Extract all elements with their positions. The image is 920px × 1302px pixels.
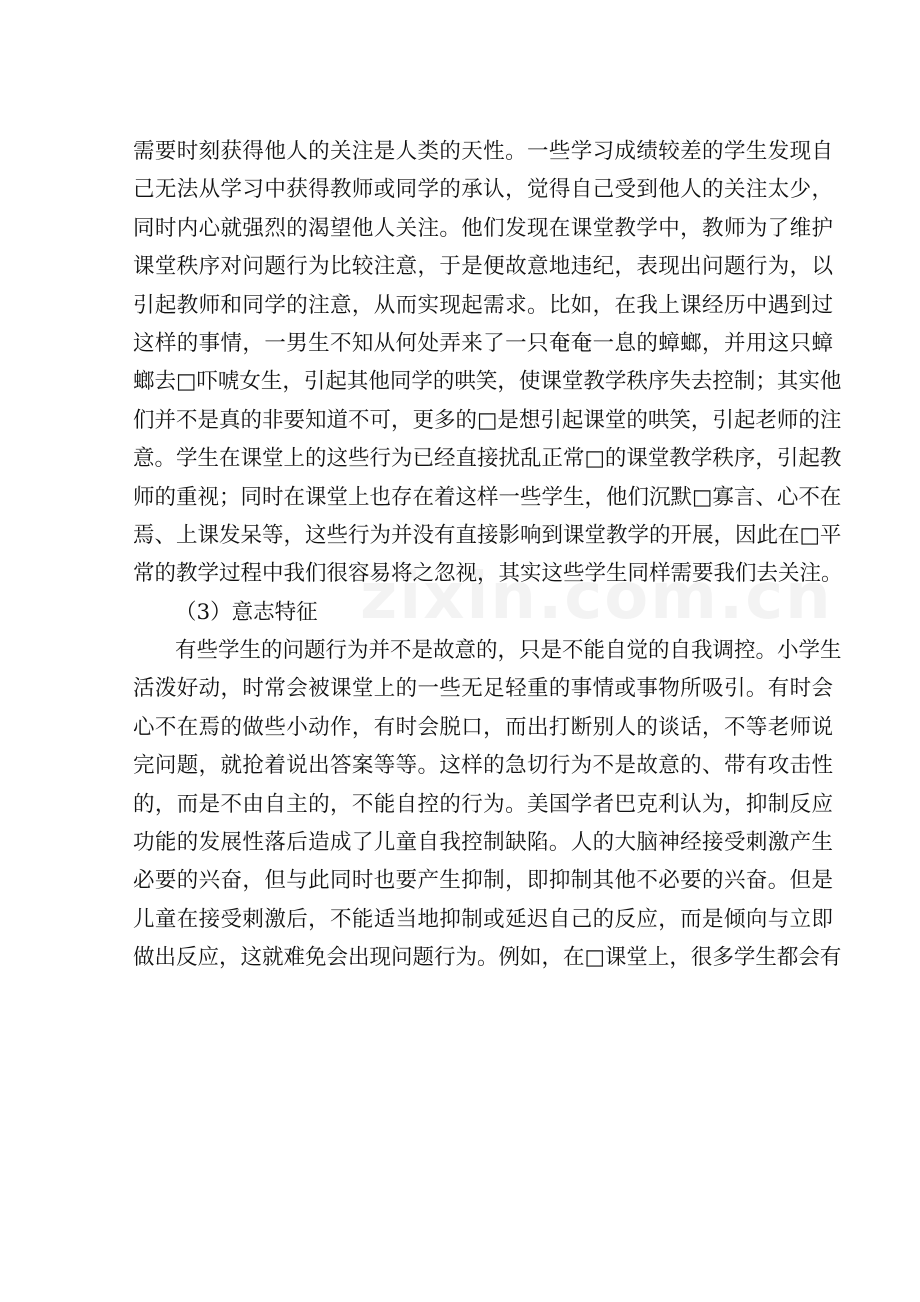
text-line: 引起教师和同学的注意，从而实现起需求。比如，在我上课经历中遇到过 (133, 292, 833, 318)
text-line: 需要时刻获得他人的关注是人类的天性。一些学习成绩较差的学生发现自 (133, 139, 833, 164)
text-line: 们并不是真的非要知道不可，更多的□是想引起课堂的哄笑，引起老师的注 (133, 407, 842, 433)
paragraph-will (133, 632, 842, 978)
text-line: 师的重视；同时在课堂上也存在着这样一些学生，他们沉默□寡言、心不在 (133, 484, 842, 510)
text-line: 的，而是不由自主的，不能自控的行为。美国学者巴克利认为，抑制反应 (133, 791, 833, 817)
text-line: 常的教学过程中我们很容易将之忽视，其实这些学生同样需要我们去关注。 (133, 561, 843, 587)
document-page (133, 133, 843, 978)
text-line: 焉、上课发呆等，这些行为并没有直接影响到课堂教学的开展，因此在□平 (133, 522, 842, 548)
paragraph-motivation (133, 133, 843, 594)
text-line: 有些学生的问题行为并不是故意的，只是不能自觉的自我调控。小学生 (175, 638, 842, 664)
text-line: 同时内心就强烈的渴望他人关注。他们发现在课堂教学中，教师为了维护 (133, 215, 833, 241)
text-line: 儿童在接受刺激后，不能适当地抑制或延迟自己的反应，而是倾向与立即 (133, 906, 833, 932)
text-line: 螂去□吓唬女生，引起其他同学的哄笑，使课堂教学秩序失去控制；其实他 (133, 369, 842, 395)
text-line: 这样的事情，一男生不知从何处弄来了一只奄奄一息的蟑螂，并用这只蟑 (133, 330, 833, 356)
text-line: 完问题，就抢着说出答案等等。这样的急切行为不是故意的、带有攻击性 (133, 753, 833, 779)
section-heading: （3）意志特征 (175, 599, 318, 625)
text-line: 心不在焉的做些小动作，有时会脱口，而出打断别人的谈话，不等老师说 (133, 714, 833, 740)
text-line: 做出反应，这就难免会出现问题行为。例如，在□课堂上，很多学生都会有 (133, 945, 842, 971)
text-line: 活泼好动，时常会被课堂上的一些无足轻重的事情或事物所吸引。有时会 (133, 676, 833, 702)
text-line: 己无法从学习中获得教师或同学的承认，觉得自己受到他人的关注太少， (133, 177, 833, 203)
text-line: 必要的兴奋，但与此同时也要产生抑制，即抑制其他不必要的兴奋。但是 (133, 868, 833, 894)
text-line: 意。学生在课堂上的这些行为已经直接扰乱正常□的课堂教学秩序，引起教 (133, 446, 842, 472)
text-line: 功能的发展性落后造成了儿童自我控制缺陷。人的大脑神经接受刺激产生 (133, 830, 833, 856)
text-line: 课堂秩序对问题行为比较注意，于是便故意地违纪，表现出问题行为，以 (133, 254, 833, 280)
